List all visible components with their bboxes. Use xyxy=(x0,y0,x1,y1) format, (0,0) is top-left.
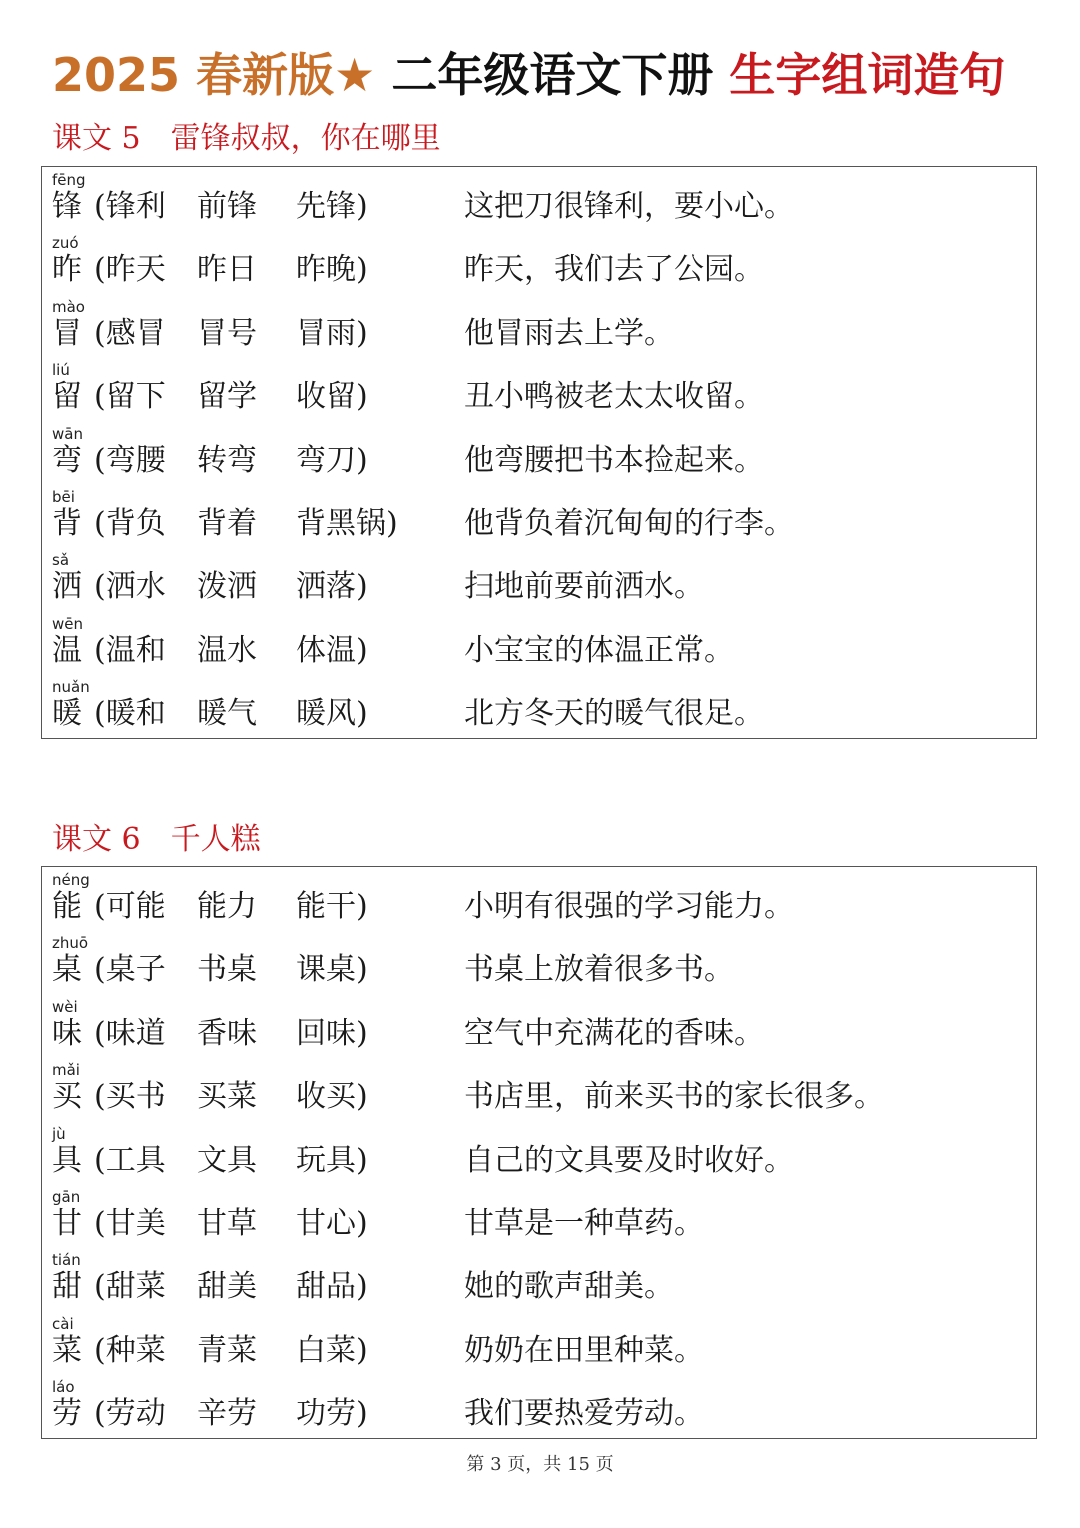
title-topic: 生字组词造句 xyxy=(729,48,1006,102)
word-3: 甜品) xyxy=(296,1269,368,1305)
word-3: 能干) xyxy=(296,889,368,924)
word-2: 背着 xyxy=(197,505,257,541)
example-sentence: 甘草是一种草药。 xyxy=(464,1205,704,1241)
character: 洒 xyxy=(52,569,82,605)
character: 具 xyxy=(52,1142,82,1178)
character: 菜 xyxy=(52,1332,82,1368)
word-1: (暖和 xyxy=(94,696,166,732)
page-number: 第 3 页，共 15 页 xyxy=(466,1454,614,1475)
word-3: 白菜) xyxy=(296,1332,368,1368)
character: 留 xyxy=(52,379,82,415)
word-row xyxy=(42,994,1036,1057)
word-3: 玩具) xyxy=(296,1142,368,1178)
word-row xyxy=(42,1184,1036,1247)
example-sentence: 书桌上放着很多书。 xyxy=(464,952,734,988)
example-sentence: 扫地前要前洒水。 xyxy=(464,569,704,605)
word-2: 甜美 xyxy=(197,1269,257,1305)
pinyin: liú xyxy=(52,361,70,380)
word-1: (工具 xyxy=(94,1142,166,1178)
example-sentence: 这把刀很锋利，要小心。 xyxy=(464,189,794,224)
pinyin: wēn xyxy=(52,614,84,633)
word-row xyxy=(42,1311,1036,1374)
word-3: 课桌) xyxy=(296,952,368,988)
character: 温 xyxy=(52,632,82,668)
example-sentence: 小宝宝的体温正常。 xyxy=(464,632,734,668)
word-1: (洒水 xyxy=(94,569,166,605)
word-3: 洒落) xyxy=(296,569,368,605)
word-row xyxy=(42,611,1036,674)
word-3: 背黑锅) xyxy=(296,505,398,541)
word-1: (弯腰 xyxy=(94,442,166,478)
title-year: 2025 xyxy=(52,48,181,102)
word-2: 书桌 xyxy=(197,952,257,988)
lesson-name: 雷锋叔叔，你在哪里 xyxy=(170,121,441,156)
word-row xyxy=(42,484,1036,547)
word-2: 甘草 xyxy=(197,1205,257,1241)
lesson-table xyxy=(41,866,1037,1439)
example-sentence: 小明有很强的学习能力。 xyxy=(464,889,794,924)
word-1: (劳动 xyxy=(94,1396,166,1432)
word-row xyxy=(42,867,1036,930)
pinyin: láo xyxy=(52,1378,75,1397)
example-sentence: 他冒雨去上学。 xyxy=(464,315,674,351)
word-2: 留学 xyxy=(197,379,257,415)
word-row xyxy=(42,421,1036,484)
character: 冒 xyxy=(52,315,82,351)
character: 能 xyxy=(52,889,82,924)
example-sentence: 自己的文具要及时收好。 xyxy=(464,1142,794,1178)
word-row xyxy=(42,1057,1036,1120)
pinyin: néng xyxy=(52,871,90,889)
word-3: 收买) xyxy=(296,1079,368,1115)
lesson-heading xyxy=(52,820,261,860)
example-sentence: 她的歌声甜美。 xyxy=(464,1269,674,1305)
word-2: 温水 xyxy=(197,632,257,668)
word-row xyxy=(42,230,1036,293)
pinyin: zhuō xyxy=(52,934,89,953)
word-row xyxy=(42,1121,1036,1184)
example-sentence: 他弯腰把书本捡起来。 xyxy=(464,442,764,478)
lesson-heading xyxy=(52,119,441,159)
word-3: 昨晚) xyxy=(296,252,368,288)
character: 劳 xyxy=(52,1396,82,1432)
pinyin: mǎi xyxy=(52,1061,80,1080)
word-2: 文具 xyxy=(197,1142,257,1178)
word-2: 昨日 xyxy=(197,252,257,288)
word-row xyxy=(42,1374,1036,1437)
word-1: (味道 xyxy=(94,1015,166,1051)
word-3: 冒雨) xyxy=(296,315,368,351)
title-grade: 二年级语文下册 xyxy=(391,48,714,102)
word-row xyxy=(42,1247,1036,1310)
word-1: (买书 xyxy=(94,1079,166,1115)
pinyin: wèi xyxy=(52,997,78,1016)
word-3: 回味) xyxy=(296,1015,368,1051)
pinyin: jù xyxy=(52,1124,66,1143)
character: 暖 xyxy=(52,696,82,732)
lesson-table xyxy=(41,166,1037,739)
character: 甘 xyxy=(52,1205,82,1241)
example-sentence: 他背负着沉甸甸的行李。 xyxy=(464,505,794,541)
word-1: (温和 xyxy=(94,632,166,668)
lesson-name: 千人糕 xyxy=(170,822,261,857)
word-1: (桌子 xyxy=(94,952,166,988)
word-2: 香味 xyxy=(197,1015,257,1051)
example-sentence: 昨天，我们去了公园。 xyxy=(464,252,764,288)
pinyin: fēng xyxy=(52,171,86,189)
word-row xyxy=(42,547,1036,610)
character: 桌 xyxy=(52,952,82,988)
pinyin: sǎ xyxy=(52,551,70,570)
example-sentence: 北方冬天的暖气很足。 xyxy=(464,696,764,732)
word-2: 能力 xyxy=(197,889,257,924)
word-row xyxy=(42,357,1036,420)
character: 锋 xyxy=(52,189,82,224)
character: 买 xyxy=(52,1079,82,1115)
title-edition: 春新版★ xyxy=(196,48,376,102)
pinyin: tián xyxy=(52,1251,81,1270)
word-1: (昨天 xyxy=(94,252,166,288)
word-3: 暖风) xyxy=(296,696,368,732)
pinyin: zuó xyxy=(52,234,79,253)
word-1: (甘美 xyxy=(94,1205,166,1241)
word-1: (留下 xyxy=(94,379,166,415)
word-1: (感冒 xyxy=(94,315,166,351)
example-sentence: 丑小鸭被老太太收留。 xyxy=(464,379,764,415)
word-2: 买菜 xyxy=(197,1079,257,1115)
word-2: 前锋 xyxy=(197,189,257,224)
pinyin: wān xyxy=(52,424,83,443)
word-3: 收留) xyxy=(296,379,368,415)
word-3: 功劳) xyxy=(296,1396,368,1432)
word-2: 冒号 xyxy=(197,315,257,351)
word-row xyxy=(42,167,1036,230)
word-2: 辛劳 xyxy=(197,1396,257,1432)
character: 弯 xyxy=(52,442,82,478)
example-sentence: 空气中充满花的香味。 xyxy=(464,1015,764,1051)
word-row xyxy=(42,294,1036,357)
page-title xyxy=(52,40,1005,110)
example-sentence: 书店里，前来买书的家长很多。 xyxy=(464,1079,884,1115)
word-3: 先锋) xyxy=(296,189,368,224)
word-2: 暖气 xyxy=(197,696,257,732)
word-2: 青菜 xyxy=(197,1332,257,1368)
word-1: (背负 xyxy=(94,505,166,541)
word-row xyxy=(42,930,1036,993)
word-1: (锋利 xyxy=(94,189,166,224)
word-row xyxy=(42,674,1036,737)
pinyin: gān xyxy=(52,1187,81,1206)
pinyin: cài xyxy=(52,1314,74,1333)
lesson-label: 课文 6 xyxy=(52,822,141,857)
character: 味 xyxy=(52,1015,82,1051)
word-2: 转弯 xyxy=(197,442,257,478)
example-sentence: 我们要热爱劳动。 xyxy=(464,1396,704,1432)
word-2: 泼洒 xyxy=(197,569,257,605)
character: 背 xyxy=(52,505,82,541)
pinyin: nuǎn xyxy=(52,678,90,697)
word-1: (可能 xyxy=(94,889,166,924)
word-3: 甘心) xyxy=(296,1205,368,1241)
word-1: (种菜 xyxy=(94,1332,166,1368)
character: 甜 xyxy=(52,1269,82,1305)
pinyin: bēi xyxy=(52,487,75,506)
word-1: (甜菜 xyxy=(94,1269,166,1305)
word-3: 体温) xyxy=(296,632,368,668)
example-sentence: 奶奶在田里种菜。 xyxy=(464,1332,704,1368)
lesson-label: 课文 5 xyxy=(52,121,141,156)
character: 昨 xyxy=(52,252,82,288)
pinyin: mào xyxy=(52,297,85,316)
word-3: 弯刀) xyxy=(296,442,368,478)
